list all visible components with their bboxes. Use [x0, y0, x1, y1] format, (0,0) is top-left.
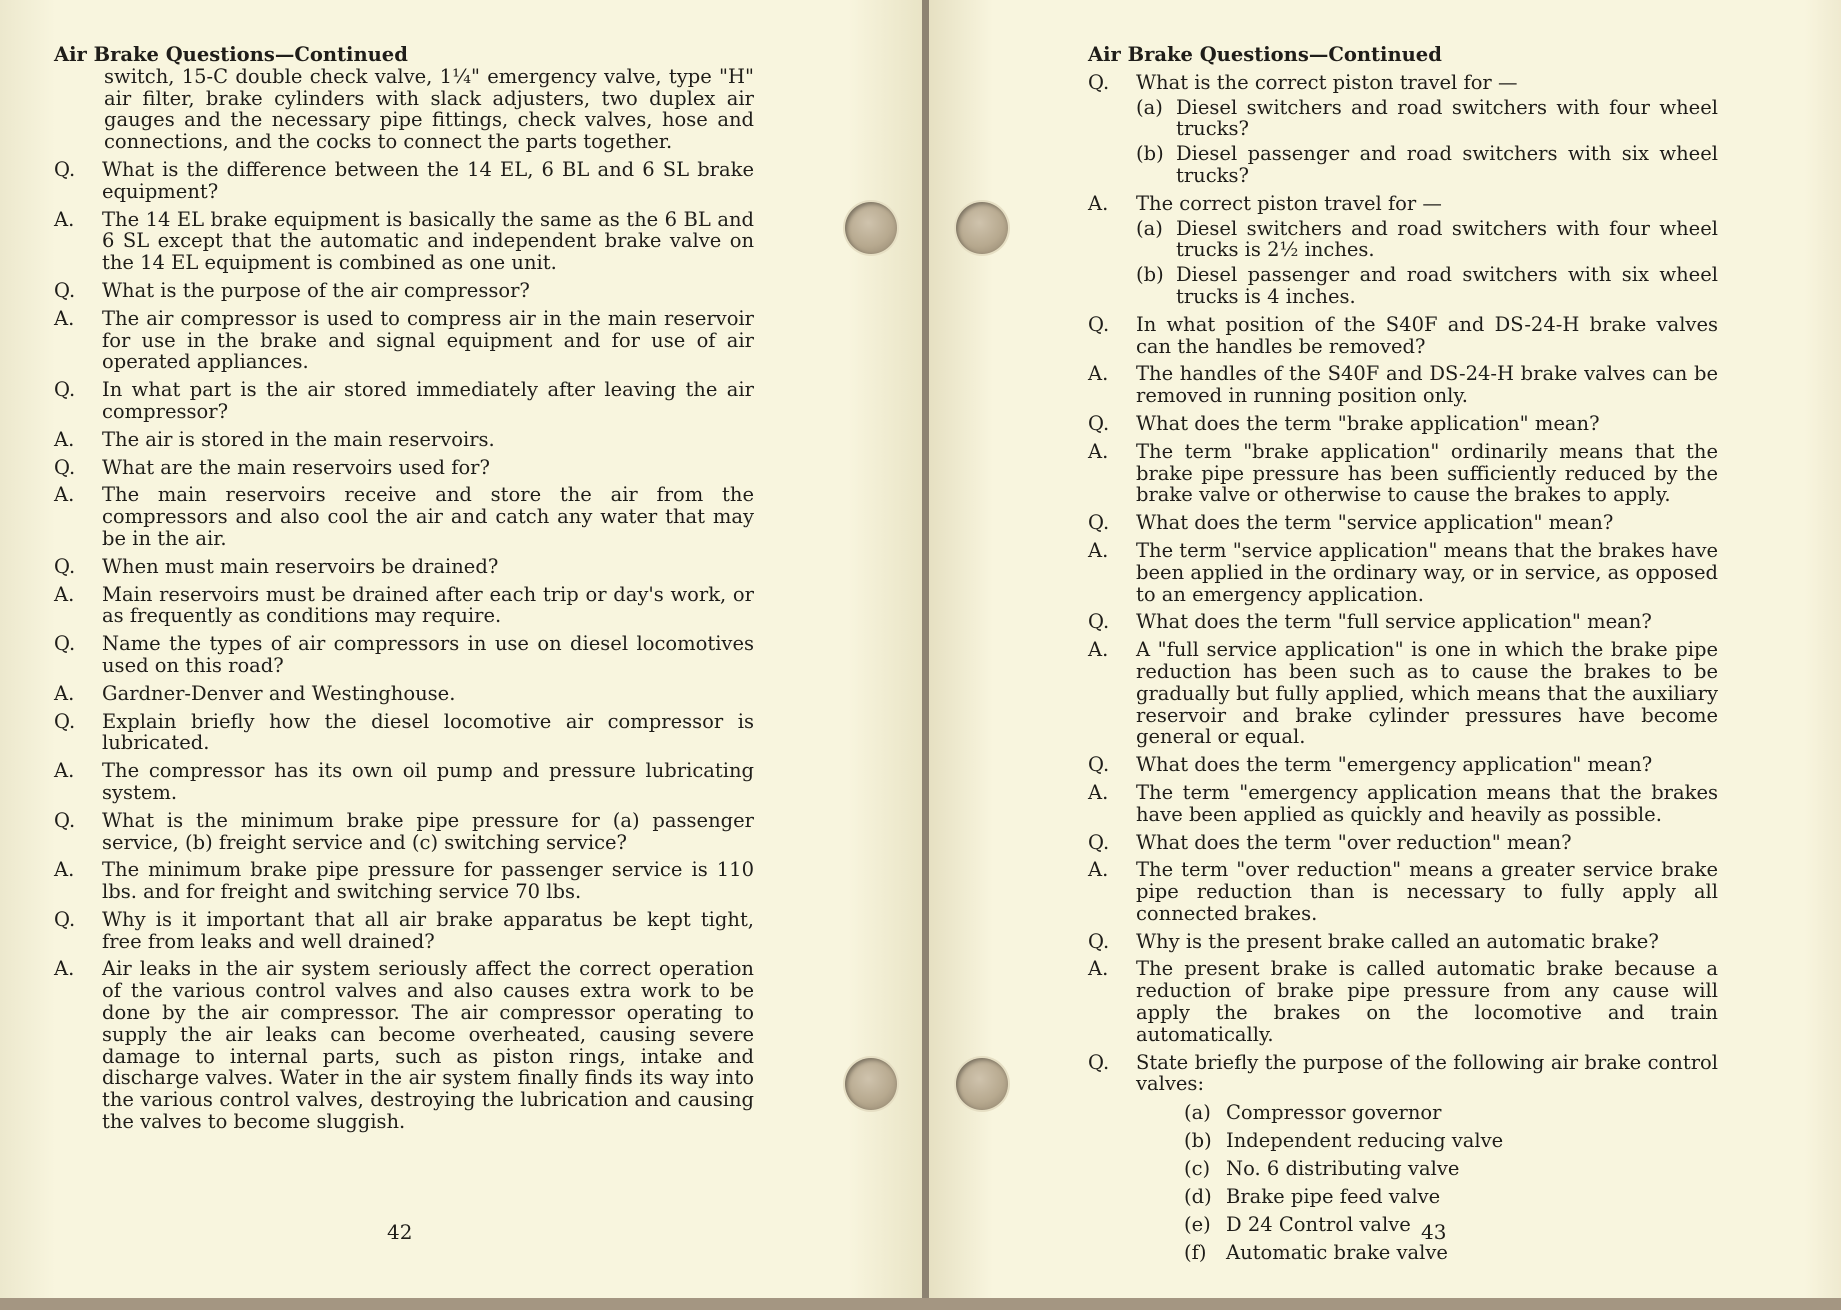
question [1088, 314, 1718, 358]
qa-label: Q. [1088, 830, 1110, 854]
question [1088, 931, 1718, 953]
qa-text: The term "service application" means that the brakes have been applied in the ordinary way, or in service, as opposed to an emergency application. [1136, 538, 1718, 606]
answer [54, 584, 754, 628]
answer [1088, 859, 1718, 924]
qa-label: A. [1088, 638, 1109, 662]
valve-label: (e) [1184, 1213, 1211, 1237]
qa-label: A. [1088, 191, 1109, 215]
question [1088, 512, 1718, 534]
page-number: 42 [387, 1220, 413, 1244]
valve-list-item [1184, 1099, 1718, 1127]
question [54, 379, 754, 423]
answer [1088, 782, 1718, 826]
qa-text: The present brake is called automatic brake because a reduction of brake pipe pressure from any cause will apply the brakes on the locomotive and train automatically. [1136, 957, 1718, 1046]
question [54, 810, 754, 854]
answer [54, 209, 754, 274]
valve-text: Automatic brake valve [1226, 1241, 1448, 1265]
question [54, 633, 754, 677]
qa-text: Why is it important that all air brake apparatus be kept tight, free from leaks and well drained? [102, 907, 754, 953]
qa-text: Why is the present brake called an automatic brake? [1136, 929, 1659, 953]
qa-label: Q. [54, 378, 76, 402]
qa-text: Explain briefly how the diesel locomotive air compressor is lubricated. [102, 709, 754, 755]
question [54, 457, 754, 479]
answer [1088, 441, 1718, 506]
answer [54, 859, 754, 903]
qa-text: What is the purpose of the air compressor? [102, 278, 530, 302]
qa-text: What does the term "full service application" mean? [1136, 610, 1652, 634]
valve-list [1184, 1099, 1718, 1267]
sub-item [1136, 143, 1718, 187]
qa-text: The correct piston travel for — [1136, 191, 1442, 215]
qa-text: The handles of the S40F and DS-24-H brake valves can be removed in running position only. [1136, 362, 1718, 408]
valve-label: (f) [1184, 1241, 1207, 1265]
qa-text: What is the correct piston travel for — [1136, 70, 1518, 94]
valve-list-item [1184, 1155, 1718, 1183]
sub-item [1136, 97, 1718, 141]
qa-label: Q. [1088, 610, 1110, 634]
qa-text: When must main reservoirs be drained? [102, 554, 499, 578]
qa-label: A. [54, 681, 75, 705]
qa-label: A. [54, 207, 75, 231]
valve-label: (b) [1184, 1129, 1212, 1153]
valve-label: (a) [1184, 1101, 1211, 1125]
qa-text: State briefly the purpose of the following air brake control valves: [1136, 1050, 1718, 1096]
qa-text: In what part is the air stored immediately after leaving the air compressor? [102, 378, 754, 423]
qa-text: The 14 EL brake equipment is basically the same as the 6 BL and 6 SL except that the automatic and independent brake valve on the 14 EL equipment is combined as one unit. [102, 207, 754, 275]
valve-list-item [1184, 1211, 1718, 1239]
binder-hole [956, 202, 1008, 254]
qa-label: A. [1088, 858, 1109, 882]
qa-text: Air leaks in the air system seriously affect the correct operation of the various control valves and also causes extra work to be done by the air compressor. The air compressor operating to supply the air leaks can become overheated, causing severe damage to internal parts, such as piston rings, intake and discharge valves. Water in the air system finally finds its way into the various control valves, destroying the lubrication and causing the valves to become sluggish. [102, 957, 754, 1134]
page-heading: Air Brake Questions—Continued [1088, 43, 1442, 66]
answer [54, 429, 754, 451]
question [1088, 754, 1718, 776]
sub-label: (b) [1136, 142, 1164, 166]
valve-text: Independent reducing valve [1226, 1129, 1504, 1153]
book-gutter [922, 0, 929, 1310]
sub-label: (b) [1136, 263, 1164, 287]
question [1088, 72, 1718, 94]
answer [54, 760, 754, 804]
qa-text: Gardner-Denver and Westinghouse. [102, 681, 456, 705]
qa-label: Q. [54, 554, 76, 578]
qa-label: Q. [1088, 929, 1110, 953]
qa-text: Name the types of air compressors in use on diesel locomotives used on this road? [102, 632, 754, 677]
sub-text: Diesel switchers and road switchers with four wheel trucks is 2½ inches. [1176, 216, 1718, 262]
valve-text: Brake pipe feed valve [1226, 1185, 1441, 1209]
qa-text: What does the term "emergency application" mean? [1136, 753, 1653, 777]
qa-label: Q. [54, 455, 76, 479]
valve-list-item [1184, 1183, 1718, 1211]
binder-hole [845, 202, 897, 254]
left-page-content [54, 44, 754, 1133]
qa-label: A. [1088, 538, 1109, 562]
qa-label: A. [54, 582, 75, 606]
page-bottom-edge [0, 1298, 1841, 1310]
qa-label: A. [54, 483, 75, 507]
qa-label: Q. [1088, 411, 1110, 435]
question [1088, 1052, 1718, 1096]
qa-text: The air is stored in the main reservoirs. [102, 427, 495, 451]
page-heading: Air Brake Questions—Continued [54, 43, 408, 66]
qa-text: What does the term "service application" mean? [1136, 511, 1614, 535]
valve-list-item [1184, 1127, 1718, 1155]
valve-text: D 24 Control valve [1226, 1213, 1411, 1237]
qa-label: Q. [54, 709, 76, 733]
qa-text: What is the minimum brake pipe pressure for (a) passenger service, (b) freight service and (c) switching service? [102, 808, 754, 854]
answer [1088, 193, 1718, 215]
answer [1088, 540, 1718, 605]
question [54, 159, 754, 203]
qa-label: Q. [54, 808, 76, 832]
qa-text: The term "over reduction" means a greater service brake pipe reduction than is necessary to fully apply all connected brakes. [1136, 858, 1718, 925]
question [54, 280, 754, 302]
question [54, 711, 754, 755]
qa-text: What does the term "brake application" mean? [1136, 411, 1600, 435]
valve-text: No. 6 distributing valve [1226, 1157, 1460, 1181]
answer [54, 484, 754, 549]
binder-hole [956, 1058, 1008, 1110]
question [54, 909, 754, 953]
qa-text: The term "emergency application means that the brakes have been applied as quickly and heavily as possible. [1136, 780, 1718, 826]
qa-label: A. [54, 306, 75, 330]
qa-text: The term "brake application" ordinarily means that the brake pipe pressure has been sufficiently reduced by the brake valve or otherwise to cause the brakes to apply. [1136, 439, 1718, 507]
right-page [929, 0, 1841, 1310]
qa-label: A. [54, 858, 75, 882]
qa-list [1088, 314, 1718, 1096]
answer [54, 958, 754, 1132]
sub-item [1136, 218, 1718, 262]
qa-text: The main reservoirs receive and store the air from the compressors and also cool the air and catch any water that may be in the air. [102, 483, 754, 550]
page-number: 43 [1421, 1220, 1447, 1244]
answer [1088, 363, 1718, 407]
qa-label: A. [54, 759, 75, 783]
continued-text: switch, 15-C double check valve, 1¼" emergency valve, type "H" air filter, brake cylinders with slack adjusters, two duplex air gauges and the necessary pipe fittings, check valves, hose and connections, and the cocks to connect the parts together. [104, 64, 754, 154]
qa-label: A. [54, 957, 75, 981]
qa-text: In what position of the S40F and DS-24-H brake valves can the handles be removed? [1136, 312, 1718, 358]
question [1088, 832, 1718, 854]
qa-label: Q. [1088, 70, 1110, 94]
question [1088, 611, 1718, 633]
sub-label: (a) [1136, 216, 1163, 240]
qa-list [54, 159, 754, 1133]
sub-text: Diesel switchers and road switchers with four wheel trucks? [1176, 95, 1718, 141]
qa-label: A. [54, 427, 75, 451]
qa-text: The air compressor is used to compress air in the main reservoir for use in the brake and signal equipment and for use of air operated appliances. [102, 306, 754, 374]
qa-label: Q. [54, 907, 76, 931]
qa-label: A. [1088, 780, 1109, 804]
sub-item [1136, 264, 1718, 308]
sub-text: Diesel passenger and road switchers with six wheel trucks is 4 inches. [1176, 263, 1718, 308]
answer [1088, 639, 1718, 748]
valve-label: (d) [1184, 1185, 1212, 1209]
qa-label: Q. [1088, 312, 1110, 336]
qa-label: A. [1088, 957, 1109, 981]
qa-text: What are the main reservoirs used for? [102, 455, 490, 479]
qa-label: Q. [54, 157, 76, 181]
qa-text: Main reservoirs must be drained after each trip or day's work, or as frequently as conditions may require. [102, 582, 754, 628]
valve-label: (c) [1184, 1157, 1211, 1181]
answer [54, 308, 754, 373]
sub-label: (a) [1136, 95, 1163, 119]
qa-text: A "full service application" is one in which the brake pipe reduction has been such as to cause the brakes to be gradually but fully applied, which means that the auxiliary reservoir and brake cylinder pressures have become general or equal. [1136, 638, 1718, 749]
qa-label: Q. [54, 278, 76, 302]
qa-text: What is the difference between the 14 EL, 6 BL and 6 SL brake equipment? [102, 157, 754, 203]
binder-hole [845, 1058, 897, 1110]
valve-list-item [1184, 1239, 1718, 1267]
qa-label: A. [1088, 439, 1109, 463]
answer [54, 683, 754, 705]
question [54, 556, 754, 578]
qa-text: What does the term "over reduction" mean? [1136, 830, 1572, 854]
answer [1088, 958, 1718, 1045]
sub-text: Diesel passenger and road switchers with six wheel trucks? [1176, 142, 1718, 187]
right-page-content [1088, 44, 1718, 1267]
qa-label: Q. [1088, 1050, 1110, 1074]
qa-text: The minimum brake pipe pressure for passenger service is 110 lbs. and for freight and switching service 70 lbs. [102, 858, 754, 904]
qa-label: A. [1088, 362, 1109, 386]
valve-text: Compressor governor [1226, 1101, 1442, 1125]
qa-label: Q. [1088, 511, 1110, 535]
qa-label: Q. [54, 632, 76, 656]
question [1088, 413, 1718, 435]
qa-label: Q. [1088, 753, 1110, 777]
qa-text: The compressor has its own oil pump and pressure lubricating system. [102, 759, 754, 804]
